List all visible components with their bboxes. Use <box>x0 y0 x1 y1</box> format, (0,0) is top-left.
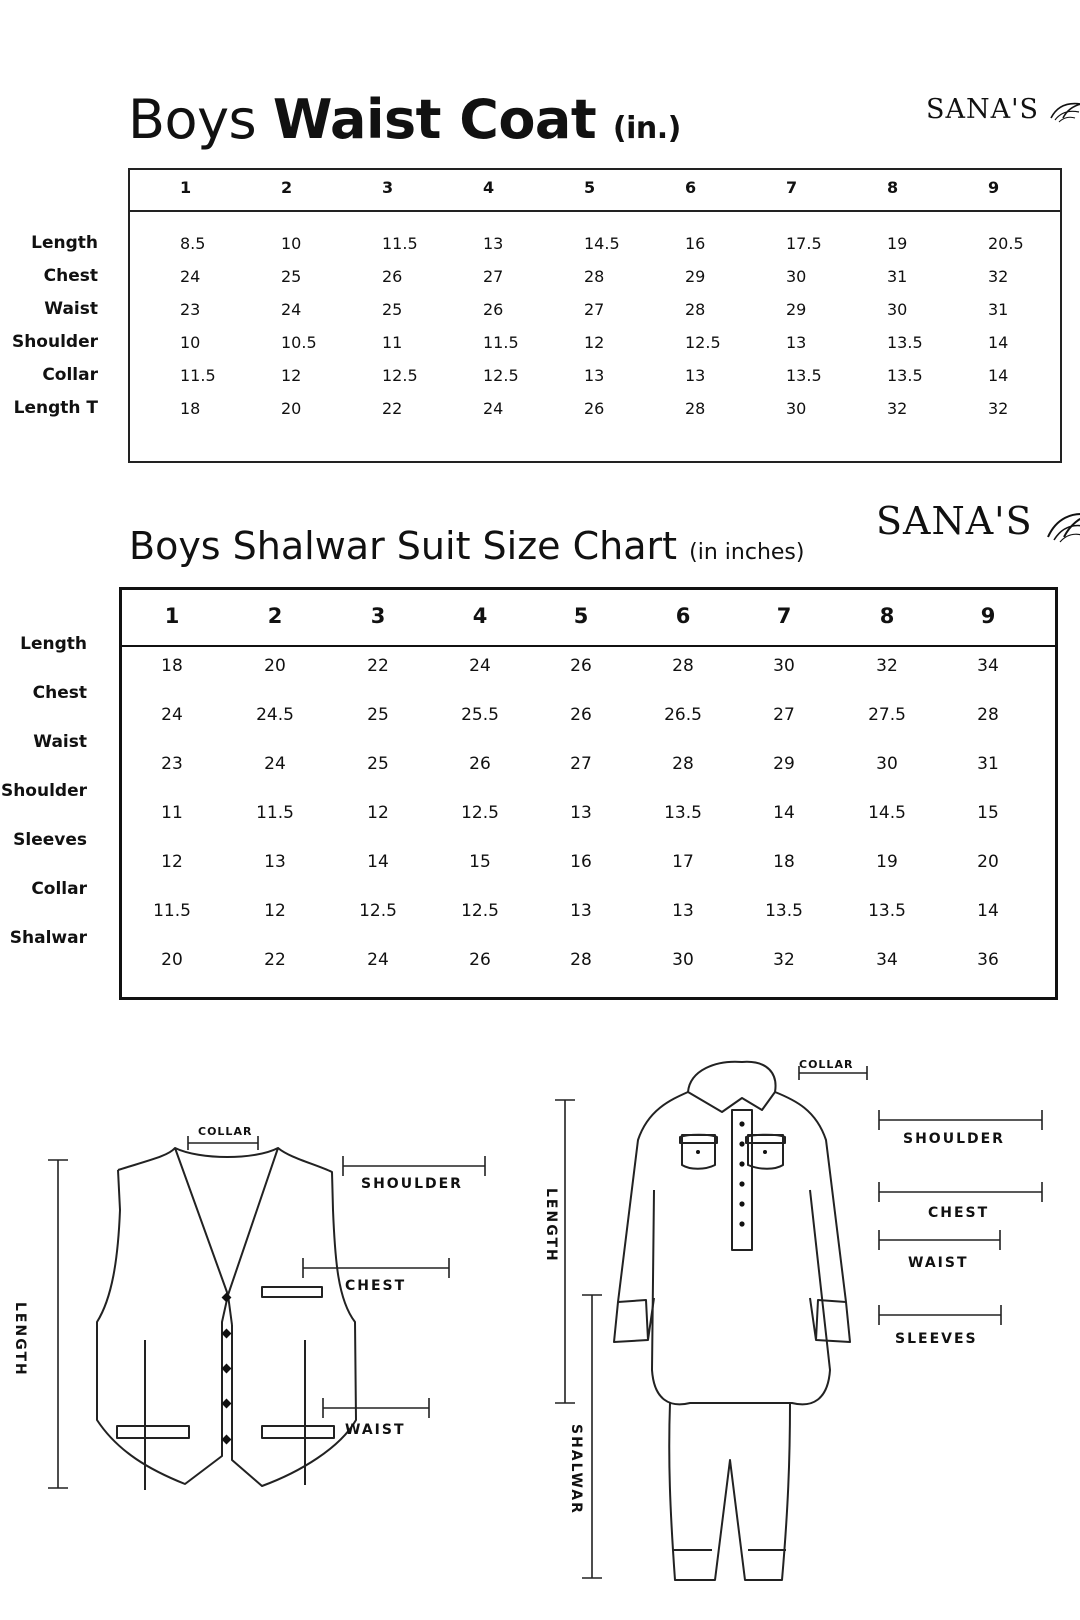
table-cell: 20 <box>161 950 183 970</box>
table-cell: 18 <box>180 399 201 418</box>
table-cell: 36 <box>977 950 999 970</box>
table-cell: 13.5 <box>868 901 906 921</box>
brand-logo-text: SANA'S <box>926 94 1040 125</box>
vest-collar-label: COLLAR <box>198 1125 253 1138</box>
size-header-cell: 7 <box>786 178 798 197</box>
table-cell: 28 <box>672 656 694 676</box>
row-label: Length <box>31 233 98 253</box>
table-cell: 28 <box>977 705 999 725</box>
table-cell: 30 <box>876 754 898 774</box>
waist-coat-title-light: Boys <box>128 88 257 151</box>
table-cell: 15 <box>977 803 999 823</box>
row-label: Length <box>20 634 87 654</box>
shalwar-suit-title-text: Boys Shalwar Suit Size Chart <box>129 524 678 568</box>
suit-chest-label: CHEST <box>928 1205 990 1221</box>
size-header-cell: 8 <box>879 604 895 628</box>
size-header-cell: 6 <box>675 604 691 628</box>
table-cell: 13 <box>570 803 592 823</box>
table-cell: 13.5 <box>664 803 702 823</box>
table-cell: 13.5 <box>887 333 923 352</box>
row-label: Waist <box>44 299 98 319</box>
table-cell: 12 <box>161 852 183 872</box>
table-cell: 24.5 <box>256 705 294 725</box>
table-cell: 13 <box>483 234 504 253</box>
table-cell: 11.5 <box>180 366 216 385</box>
table-cell: 24 <box>180 267 201 286</box>
suit-length-label: LENGTH <box>543 1188 559 1263</box>
table-cell: 29 <box>685 267 706 286</box>
row-label: Waist <box>33 732 87 752</box>
table-cell: 27 <box>570 754 592 774</box>
size-header-cell: 4 <box>483 178 495 197</box>
table-cell: 27 <box>773 705 795 725</box>
table-cell: 14 <box>988 333 1009 352</box>
feather-logo-icon <box>1046 507 1080 543</box>
table-cell: 12 <box>367 803 389 823</box>
vest-diagram <box>0 1060 520 1620</box>
table-cell: 25 <box>367 705 389 725</box>
table-cell: 22 <box>367 656 389 676</box>
table-cell: 26 <box>469 950 491 970</box>
table-cell: 12.5 <box>382 366 418 385</box>
table-cell: 20 <box>977 852 999 872</box>
waist-coat-title-bold: Waist Coat <box>272 88 597 151</box>
table-cell: 34 <box>876 950 898 970</box>
table-cell: 11.5 <box>153 901 191 921</box>
table-cell: 34 <box>977 656 999 676</box>
table-cell: 11 <box>161 803 183 823</box>
size-header-cell: 9 <box>988 178 1000 197</box>
table-cell: 25.5 <box>461 705 499 725</box>
suit-waist-label: WAIST <box>908 1255 969 1271</box>
table-cell: 30 <box>786 267 807 286</box>
table-cell: 26 <box>570 656 592 676</box>
table-cell: 26 <box>483 300 504 319</box>
table-cell: 11.5 <box>382 234 418 253</box>
table-cell: 26.5 <box>664 705 702 725</box>
table-cell: 20 <box>281 399 302 418</box>
table-cell: 16 <box>570 852 592 872</box>
size-header-cell: 7 <box>776 604 792 628</box>
row-label: Sleeves <box>13 830 87 850</box>
brand-logo-text: SANA'S <box>876 499 1033 543</box>
row-label: Chest <box>32 683 87 703</box>
table-cell: 26 <box>584 399 605 418</box>
size-header-cell: 2 <box>281 178 293 197</box>
table-cell: 12.5 <box>461 901 499 921</box>
table-cell: 12.5 <box>483 366 519 385</box>
table-cell: 12.5 <box>685 333 721 352</box>
table-cell: 30 <box>786 399 807 418</box>
table-cell: 12 <box>281 366 302 385</box>
shalwar-suit-diagram <box>520 1040 1080 1620</box>
table-cell: 13 <box>685 366 706 385</box>
table-cell: 22 <box>264 950 286 970</box>
table-cell: 14 <box>773 803 795 823</box>
table-cell: 24 <box>264 754 286 774</box>
table-cell: 20 <box>264 656 286 676</box>
table-cell: 14.5 <box>584 234 620 253</box>
size-header-cell: 9 <box>980 604 996 628</box>
table-cell: 31 <box>977 754 999 774</box>
row-label: Length T <box>13 398 98 418</box>
table-cell: 14 <box>988 366 1009 385</box>
size-header-cell: 8 <box>887 178 899 197</box>
table-cell: 30 <box>887 300 908 319</box>
size-header-cell: 2 <box>267 604 283 628</box>
table-cell: 31 <box>887 267 908 286</box>
table-cell: 28 <box>672 754 694 774</box>
table-cell: 12.5 <box>461 803 499 823</box>
table-cell: 13.5 <box>887 366 923 385</box>
size-header-cell: 1 <box>180 178 192 197</box>
table-cell: 12.5 <box>359 901 397 921</box>
table-cell: 26 <box>382 267 403 286</box>
table-cell: 30 <box>672 950 694 970</box>
brand-logo-middle <box>876 499 1080 543</box>
vest-shoulder-label: SHOULDER <box>361 1176 463 1192</box>
table-cell: 27 <box>584 300 605 319</box>
waist-coat-size-table <box>128 168 1062 463</box>
row-label: Shoulder <box>0 781 87 801</box>
table-cell: 32 <box>773 950 795 970</box>
table-cell: 12 <box>264 901 286 921</box>
suit-shalwar-label: SHALWAR <box>568 1424 584 1515</box>
vest-length-label: LENGTH <box>12 1302 28 1377</box>
table-cell: 14 <box>977 901 999 921</box>
shalwar-suit-title <box>129 524 804 568</box>
table-cell: 13.5 <box>786 366 822 385</box>
table-cell: 24 <box>469 656 491 676</box>
table-header-divider <box>122 645 1055 647</box>
row-label: Chest <box>43 266 98 286</box>
table-cell: 11.5 <box>256 803 294 823</box>
suit-shoulder-label: SHOULDER <box>903 1131 1005 1147</box>
row-label: Collar <box>42 365 98 385</box>
table-cell: 18 <box>161 656 183 676</box>
table-cell: 13 <box>786 333 807 352</box>
table-cell: 13 <box>584 366 605 385</box>
table-cell: 13 <box>672 901 694 921</box>
table-cell: 25 <box>382 300 403 319</box>
table-cell: 23 <box>180 300 201 319</box>
table-cell: 10 <box>281 234 302 253</box>
table-cell: 17 <box>672 852 694 872</box>
table-cell: 28 <box>685 399 706 418</box>
table-cell: 10 <box>180 333 201 352</box>
table-cell: 32 <box>876 656 898 676</box>
size-header-cell: 3 <box>382 178 394 197</box>
table-cell: 19 <box>887 234 908 253</box>
size-header-cell: 4 <box>472 604 488 628</box>
size-header-cell: 5 <box>573 604 589 628</box>
table-cell: 23 <box>161 754 183 774</box>
vest-waist-label: WAIST <box>345 1422 406 1438</box>
suit-collar-label: COLLAR <box>799 1058 854 1071</box>
table-cell: 28 <box>570 950 592 970</box>
table-cell: 11 <box>382 333 403 352</box>
table-cell: 13.5 <box>765 901 803 921</box>
table-cell: 22 <box>382 399 403 418</box>
table-cell: 13 <box>264 852 286 872</box>
table-cell: 12 <box>584 333 605 352</box>
table-cell: 25 <box>367 754 389 774</box>
shalwar-suit-title-unit: (in inches) <box>689 540 805 565</box>
table-cell: 17.5 <box>786 234 822 253</box>
table-cell: 24 <box>367 950 389 970</box>
row-label: Shalwar <box>9 928 87 948</box>
table-cell: 28 <box>685 300 706 319</box>
feather-logo-icon <box>1049 98 1080 124</box>
table-cell: 27 <box>483 267 504 286</box>
table-cell: 26 <box>469 754 491 774</box>
table-cell: 10.5 <box>281 333 317 352</box>
table-cell: 26 <box>570 705 592 725</box>
table-cell: 24 <box>161 705 183 725</box>
table-cell: 28 <box>584 267 605 286</box>
table-cell: 32 <box>988 399 1009 418</box>
table-cell: 32 <box>988 267 1009 286</box>
table-cell: 20.5 <box>988 234 1024 253</box>
waist-coat-title-unit: (in.) <box>612 111 681 146</box>
vest-chest-label: CHEST <box>345 1278 407 1294</box>
brand-logo-top <box>926 94 1080 125</box>
table-cell: 24 <box>281 300 302 319</box>
row-label: Collar <box>31 879 87 899</box>
suit-sleeves-label: SLEEVES <box>895 1331 978 1347</box>
size-header-cell: 5 <box>584 178 596 197</box>
shalwar-suit-size-table <box>119 587 1058 1000</box>
table-cell: 19 <box>876 852 898 872</box>
size-header-cell: 1 <box>164 604 180 628</box>
size-header-cell: 6 <box>685 178 697 197</box>
table-cell: 29 <box>786 300 807 319</box>
table-cell: 29 <box>773 754 795 774</box>
table-cell: 31 <box>988 300 1009 319</box>
size-header-cell: 3 <box>370 604 386 628</box>
table-cell: 32 <box>887 399 908 418</box>
waist-coat-title <box>128 88 681 151</box>
table-cell: 27.5 <box>868 705 906 725</box>
table-cell: 15 <box>469 852 491 872</box>
table-cell: 8.5 <box>180 234 206 253</box>
table-cell: 11.5 <box>483 333 519 352</box>
table-cell: 18 <box>773 852 795 872</box>
row-label: Shoulder <box>11 332 98 352</box>
table-cell: 13 <box>570 901 592 921</box>
table-cell: 14 <box>367 852 389 872</box>
table-cell: 14.5 <box>868 803 906 823</box>
table-cell: 16 <box>685 234 706 253</box>
table-cell: 24 <box>483 399 504 418</box>
table-cell: 25 <box>281 267 302 286</box>
table-cell: 30 <box>773 656 795 676</box>
table-header-divider <box>130 210 1060 212</box>
